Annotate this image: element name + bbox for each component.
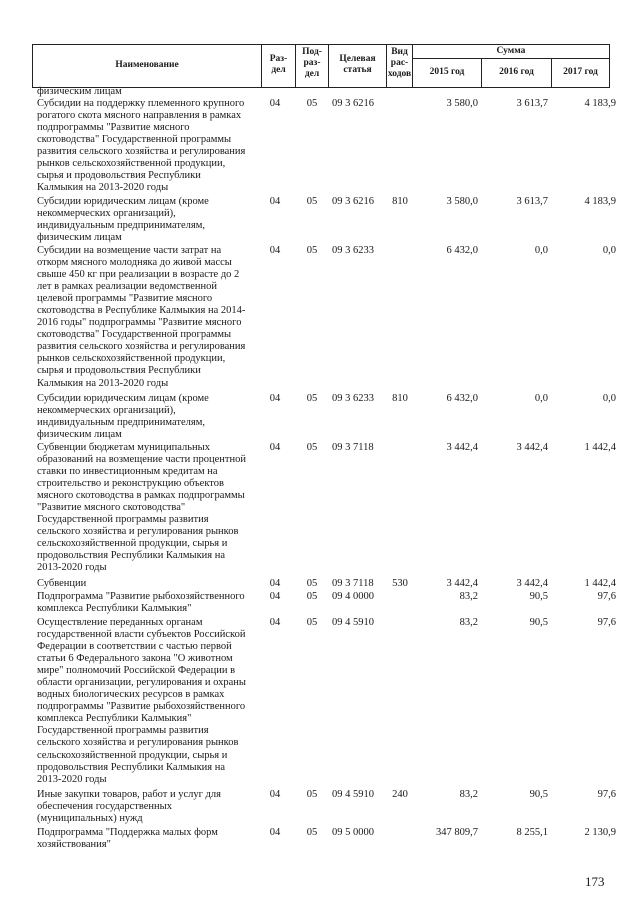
row-sum-2017: 0,0: [602, 393, 616, 404]
row-sum-2017: 2 130,9: [584, 827, 616, 838]
row-name: Иные закупки товаров, работ и услуг для обеспечения государственных (муниципальных) нужд: [37, 789, 221, 825]
row-sum-2016: 3 613,7: [516, 98, 548, 109]
row-podrazdel: 05: [306, 98, 318, 109]
row-sum-2017: 4 183,9: [584, 196, 616, 207]
row-sum-2015: 347 809,7: [436, 827, 478, 838]
row-sum-2016: 0,0: [534, 245, 548, 256]
row-sum-2015: 83,2: [459, 617, 478, 628]
col-header-2016: 2016 год: [499, 67, 534, 77]
row-sum-2015: 83,2: [459, 789, 478, 800]
row-name: Субсидии на поддержку племенного крупного рогатого скота мясного направления в рамках подпрограммы "Развитие мясного скотоводства" Государственной программы развития сельского хозяйства и регулирования рынков сельскохозяйственной продукции, сырья и продовольствия Республики Калмыкия на 2013-2020 годы: [37, 98, 246, 194]
page-number: 173: [585, 874, 605, 889]
row-sum-2015: 3 580,0: [446, 98, 478, 109]
row-name: физическим лицам: [37, 86, 122, 97]
row-razdel: 04: [269, 393, 281, 404]
row-vid: 810: [392, 196, 408, 207]
row-sum-2017: 97,6: [597, 789, 616, 800]
row-sum-2016: 0,0: [534, 393, 548, 404]
row-statya: 09 4 0000: [332, 591, 374, 602]
row-name: Подпрограмма "Поддержка малых форм хозяйствования": [37, 827, 218, 851]
row-razdel: 04: [269, 245, 281, 256]
row-vid: 240: [392, 789, 408, 800]
row-podrazdel: 05: [306, 617, 318, 628]
row-podrazdel: 05: [306, 578, 318, 589]
row-sum-2016: 90,5: [529, 789, 548, 800]
row-sum-2017: 4 183,9: [584, 98, 616, 109]
col-header-statya: Целевая статья: [339, 54, 376, 75]
row-podrazdel: 05: [306, 591, 318, 602]
row-sum-2017: 0,0: [602, 245, 616, 256]
row-name: Субсидии юридическим лицам (кроме некоммерческих организаций), индивидуальным предпринимателям, физическим лицам: [37, 196, 209, 244]
row-podrazdel: 05: [306, 245, 318, 256]
row-sum-2015: 6 432,0: [446, 393, 478, 404]
row-podrazdel: 05: [306, 196, 318, 207]
row-sum-2015: 3 580,0: [446, 196, 478, 207]
row-razdel: 04: [269, 442, 281, 453]
row-razdel: 04: [269, 617, 281, 628]
row-name: Субсидии юридическим лицам (кроме некоммерческих организаций), индивидуальным предпринимателям, физическим лицам: [37, 393, 209, 441]
row-sum-2017: 1 442,4: [584, 578, 616, 589]
row-statya: 09 3 7118: [332, 578, 374, 589]
col-header-podrazdel: Под- раз- дел: [302, 47, 322, 79]
row-razdel: 04: [269, 827, 281, 838]
row-razdel: 04: [269, 591, 281, 602]
row-sum-2016: 90,5: [529, 617, 548, 628]
row-podrazdel: 05: [306, 393, 318, 404]
row-name: Субвенции: [37, 578, 87, 589]
row-razdel: 04: [269, 578, 281, 589]
row-name: Субсидии на возмещение части затрат на откорм мясного молодняка до живой массы свыше 450 кг при реализации в возрасте до 2 лет в рамках реализации ведомственной целевой программы "Развитие мясного скотоводства в Республике Калмыкия на 2014- 2016 годы" подпрограммы "Развитие мясного скотоводства" Государственной программы развития сельского хозяйства и регулирования рынков сельскохозяйственной продукции, сырья и продовольствия Республики Калмыкия на 2013-2020 годы: [37, 245, 246, 389]
row-sum-2015: 83,2: [459, 591, 478, 602]
row-statya: 09 3 7118: [332, 442, 374, 453]
row-sum-2017: 1 442,4: [584, 442, 616, 453]
col-header-summa: Сумма: [496, 46, 526, 56]
row-razdel: 04: [269, 789, 281, 800]
col-header-vid: Вид рас- ходов: [387, 47, 412, 79]
row-sum-2017: 97,6: [597, 617, 616, 628]
row-sum-2015: 3 442,4: [446, 442, 478, 453]
row-statya: 09 3 6216: [332, 196, 374, 207]
row-statya: 09 5 0000: [332, 827, 374, 838]
row-sum-2016: 8 255,1: [516, 827, 548, 838]
row-statya: 09 3 6233: [332, 393, 374, 404]
row-podrazdel: 05: [306, 442, 318, 453]
row-razdel: 04: [269, 196, 281, 207]
col-header-2017: 2017 год: [563, 67, 598, 77]
row-sum-2015: 3 442,4: [446, 578, 478, 589]
row-statya: 09 4 5910: [332, 789, 374, 800]
row-statya: 09 3 6216: [332, 98, 374, 109]
row-name: Осуществление переданных органам государственной власти субъектов Российской Федерации в соответствии с частью первой статьи 6 Федерального закона "О животном мире" полномочий Российской Федерации в области организации, регулирования и охраны водных биологических ресурсов в рамках подпрограммы "Развитие рыбохозяйственного комплекса Республики Калмыкия" Государственной программы развития сельского хозяйства и регулирования рынков сельскохозяйственной продукции, сырья и продовольствия Республики Калмыкия на 2013-2020 годы: [37, 617, 246, 785]
row-sum-2016: 3 613,7: [516, 196, 548, 207]
row-statya: 09 4 5910: [332, 617, 374, 628]
col-header-2015: 2015 год: [429, 67, 465, 77]
row-podrazdel: 05: [306, 789, 318, 800]
row-vid: 810: [392, 393, 408, 404]
row-sum-2016: 3 442,4: [516, 442, 548, 453]
row-vid: 530: [392, 578, 408, 589]
row-razdel: 04: [269, 98, 281, 109]
row-statya: 09 3 6233: [332, 245, 374, 256]
row-sum-2017: 97,6: [597, 591, 616, 602]
row-sum-2015: 6 432,0: [446, 245, 478, 256]
row-sum-2016: 3 442,4: [516, 578, 548, 589]
col-header-name: Наименование: [115, 60, 179, 70]
row-name: Субвенции бюджетам муниципальных образований на возмещение части процентной ставки по инвестиционным кредитам на строительство и реконструкцию объектов мясного скотоводства в рамках подпрограммы "Развитие мясного скотоводства" Государственной программы развития сельского хозяйства и регулирования рынков сельскохозяйственной продукции, сырья и продовольствия Республики Калмыкия на 2013-2020 годы: [37, 442, 246, 574]
col-header-razdel: Раз- дел: [269, 54, 288, 75]
row-sum-2016: 90,5: [529, 591, 548, 602]
header-divider: [412, 58, 610, 59]
row-podrazdel: 05: [306, 827, 318, 838]
row-name: Подпрограмма "Развитие рыбохозяйственного комплекса Республики Калмыкия": [37, 591, 245, 615]
